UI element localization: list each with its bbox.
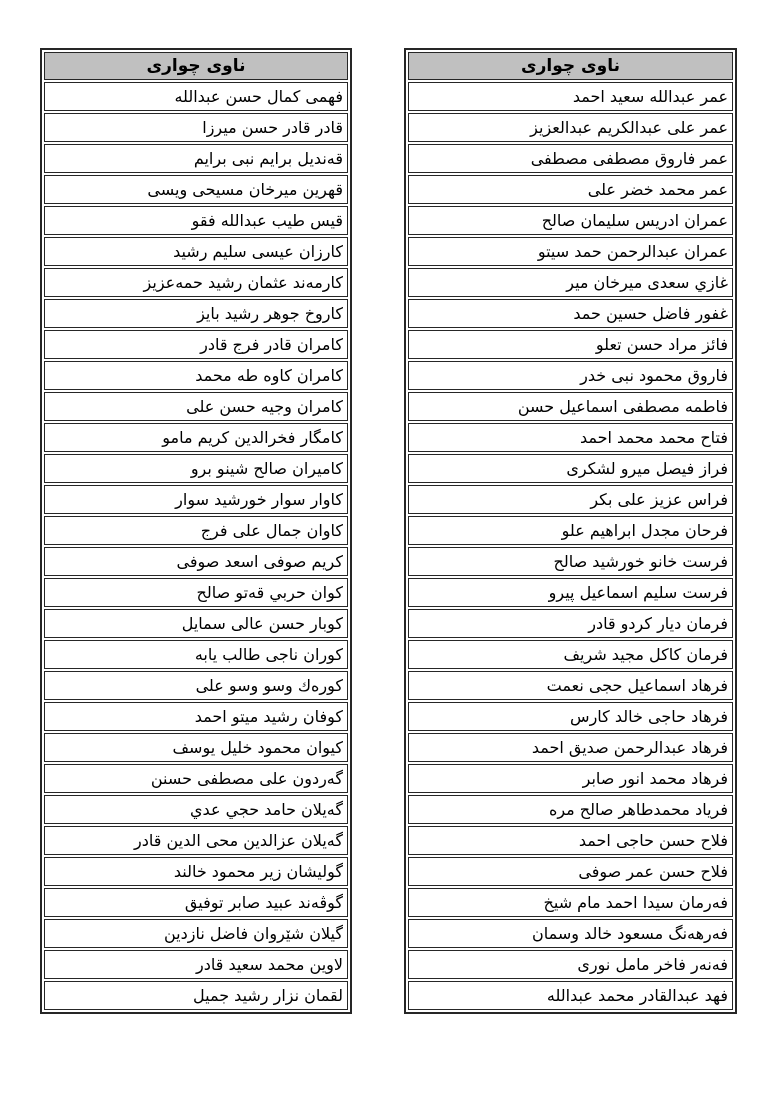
name-cell: غازي سعدی میرخان میر (408, 268, 733, 297)
table-row (44, 206, 348, 235)
name-cell: عمران ادریس سلیمان صالح (408, 206, 733, 235)
table-row (408, 113, 733, 142)
table-row (44, 361, 348, 390)
name-cell: کوران ناجی طالب یابه (44, 640, 348, 669)
name-cell: کامران قادر فرج قادر (44, 330, 348, 359)
name-cell: فهمی کمال حسن عبدالله (44, 82, 348, 111)
names-table-second (40, 48, 352, 1014)
names-table-second-head (44, 52, 348, 80)
name-cell: گوڤەند عبید صابر توفیق (44, 888, 348, 917)
table-row (408, 702, 733, 731)
name-cell: فلاح حسن عمر صوفی (408, 857, 733, 886)
table-row (44, 609, 348, 638)
name-cell: فرست خانو خورشید صالح (408, 547, 733, 576)
table-row (44, 981, 348, 1010)
names-table-first-body (408, 82, 733, 1010)
table-row (408, 547, 733, 576)
table-row (408, 237, 733, 266)
names-table-second-grid (40, 48, 352, 1014)
name-cell: فتاح محمد محمد احمد (408, 423, 733, 452)
table-row (408, 764, 733, 793)
name-cell: گەردون علی مصطفی حسنن (44, 764, 348, 793)
header-row (44, 52, 348, 80)
table-row (408, 175, 733, 204)
table-row (408, 392, 733, 421)
table-row (408, 888, 733, 917)
table-row (44, 764, 348, 793)
table-row (408, 578, 733, 607)
table-row (44, 857, 348, 886)
name-cell: فرمان کاکل مجید شریف (408, 640, 733, 669)
table-row (408, 640, 733, 669)
name-cell: فراز فیصل میرو لشکری (408, 454, 733, 483)
name-cell: عمران عبدالرحمن حمد سیتو (408, 237, 733, 266)
name-cell: فهد عبدالقادر محمد عبدالله (408, 981, 733, 1010)
name-cell: فەنەر فاخر مامل نوری (408, 950, 733, 979)
name-cell: کاوار سوار خورشید سوار (44, 485, 348, 514)
name-cell: کارزان عیسی سلیم رشید (44, 237, 348, 266)
name-cell: کاروخ جوهر رشید بایز (44, 299, 348, 328)
table-row (408, 268, 733, 297)
header-row (408, 52, 733, 80)
name-cell: فرمان دیار کردو قادر (408, 609, 733, 638)
name-cell: فاطمه مصطفی اسماعیل حسن (408, 392, 733, 421)
table-row (44, 113, 348, 142)
table-row (408, 361, 733, 390)
name-cell: فراس عزیز علی بکر (408, 485, 733, 514)
name-cell: فلاح حسن حاجی احمد (408, 826, 733, 855)
table-row (44, 330, 348, 359)
table-row (44, 516, 348, 545)
name-cell: فرهاد اسماعیل حجی نعمت (408, 671, 733, 700)
name-cell: قهرین میرخان مسیحی ویسی (44, 175, 348, 204)
table-row (44, 919, 348, 948)
table-row (44, 950, 348, 979)
table-row (408, 423, 733, 452)
table-row (44, 423, 348, 452)
names-table-second-body (44, 82, 348, 1010)
name-cell: گەیلان حامد حجي عدي (44, 795, 348, 824)
name-cell: گولیشان زیر محمود خالند (44, 857, 348, 886)
table-row (408, 671, 733, 700)
name-cell: کارمەند عثمان رشید حمەعزیز (44, 268, 348, 297)
name-cell: کریم صوفی اسعد صوفی (44, 547, 348, 576)
name-cell: گیلان شێروان فاضل نازدین (44, 919, 348, 948)
name-cell: عمر محمد خضر علی (408, 175, 733, 204)
name-cell: فرهاد محمد انور صابر (408, 764, 733, 793)
table-row (408, 299, 733, 328)
name-cell: غفور فاضل حسین حمد (408, 299, 733, 328)
table-row (408, 485, 733, 514)
name-cell: فاروق محمود نبی خدر (408, 361, 733, 390)
table-row (44, 454, 348, 483)
name-cell: عمر فاروق مصطفی مصطفی (408, 144, 733, 173)
table-row (408, 919, 733, 948)
name-cell: کوفان رشید میتو احمد (44, 702, 348, 731)
table-row (44, 299, 348, 328)
name-cell: عمر عبدالله سعید احمد (408, 82, 733, 111)
name-cell: کامران کاوه طه محمد (44, 361, 348, 390)
name-cell: کورەك وسو وسو علی (44, 671, 348, 700)
name-cell: فەرمان سیدا احمد مام شیخ (408, 888, 733, 917)
table-row (44, 144, 348, 173)
column-header-fourth-name: ناوی چواری (408, 52, 733, 80)
table-row (44, 392, 348, 421)
table-row (408, 981, 733, 1010)
table-row (44, 888, 348, 917)
table-row (44, 82, 348, 111)
names-table-first (404, 48, 737, 1014)
table-row (44, 702, 348, 731)
table-row (44, 671, 348, 700)
table-row (44, 733, 348, 762)
name-cell: لاوین محمد سعید قادر (44, 950, 348, 979)
names-table-first-grid (404, 48, 737, 1014)
table-row (408, 826, 733, 855)
name-cell: کیوان محمود خلیل یوسف (44, 733, 348, 762)
column-header-fourth-name: ناوی چواری (44, 52, 348, 80)
names-table-first-head (408, 52, 733, 80)
name-cell: کوبار حسن عالی سمایل (44, 609, 348, 638)
name-cell: قیس طیب عبدالله فقو (44, 206, 348, 235)
name-cell: فرست سلیم اسماعیل پیرو (408, 578, 733, 607)
table-row (408, 206, 733, 235)
name-cell: کامیران صالح شینو برو (44, 454, 348, 483)
table-row (44, 547, 348, 576)
table-row (408, 82, 733, 111)
name-cell: لقمان نزار رشید جمیل (44, 981, 348, 1010)
table-row (44, 485, 348, 514)
name-cell: فرحان مجدل ابراهیم علو (408, 516, 733, 545)
table-row (44, 268, 348, 297)
table-row (44, 640, 348, 669)
table-row (408, 950, 733, 979)
name-cell: فرهاد عبدالرحمن صدیق احمد (408, 733, 733, 762)
name-cell: قادر قادر حسن میرزا (44, 113, 348, 142)
name-cell: گەیلان عزالدین محی الدین قادر (44, 826, 348, 855)
table-row (408, 733, 733, 762)
name-cell: قەندیل برایم نبی برایم (44, 144, 348, 173)
table-row (44, 826, 348, 855)
name-cell: کاوان جمال علی فرج (44, 516, 348, 545)
table-row (408, 609, 733, 638)
table-row (44, 237, 348, 266)
name-cell: کامران وجیه حسن علی (44, 392, 348, 421)
table-row (408, 330, 733, 359)
table-row (408, 454, 733, 483)
name-cell: فائز مراد حسن تعلو (408, 330, 733, 359)
table-row (408, 516, 733, 545)
table-row (408, 144, 733, 173)
name-cell: کامگار فخرالدین کریم مامو (44, 423, 348, 452)
name-cell: کوان حربي قەتو صالح (44, 578, 348, 607)
table-row (44, 578, 348, 607)
name-cell: فەرهەنگ مسعود خالد وسمان (408, 919, 733, 948)
table-row (44, 795, 348, 824)
name-cell: فرهاد حاجی خالد کارس (408, 702, 733, 731)
table-row (44, 175, 348, 204)
name-cell: عمر علی عبدالکریم عبدالعزیز (408, 113, 733, 142)
table-row (408, 857, 733, 886)
name-cell: فریاد محمدطاهر صالح مرە (408, 795, 733, 824)
table-row (408, 795, 733, 824)
